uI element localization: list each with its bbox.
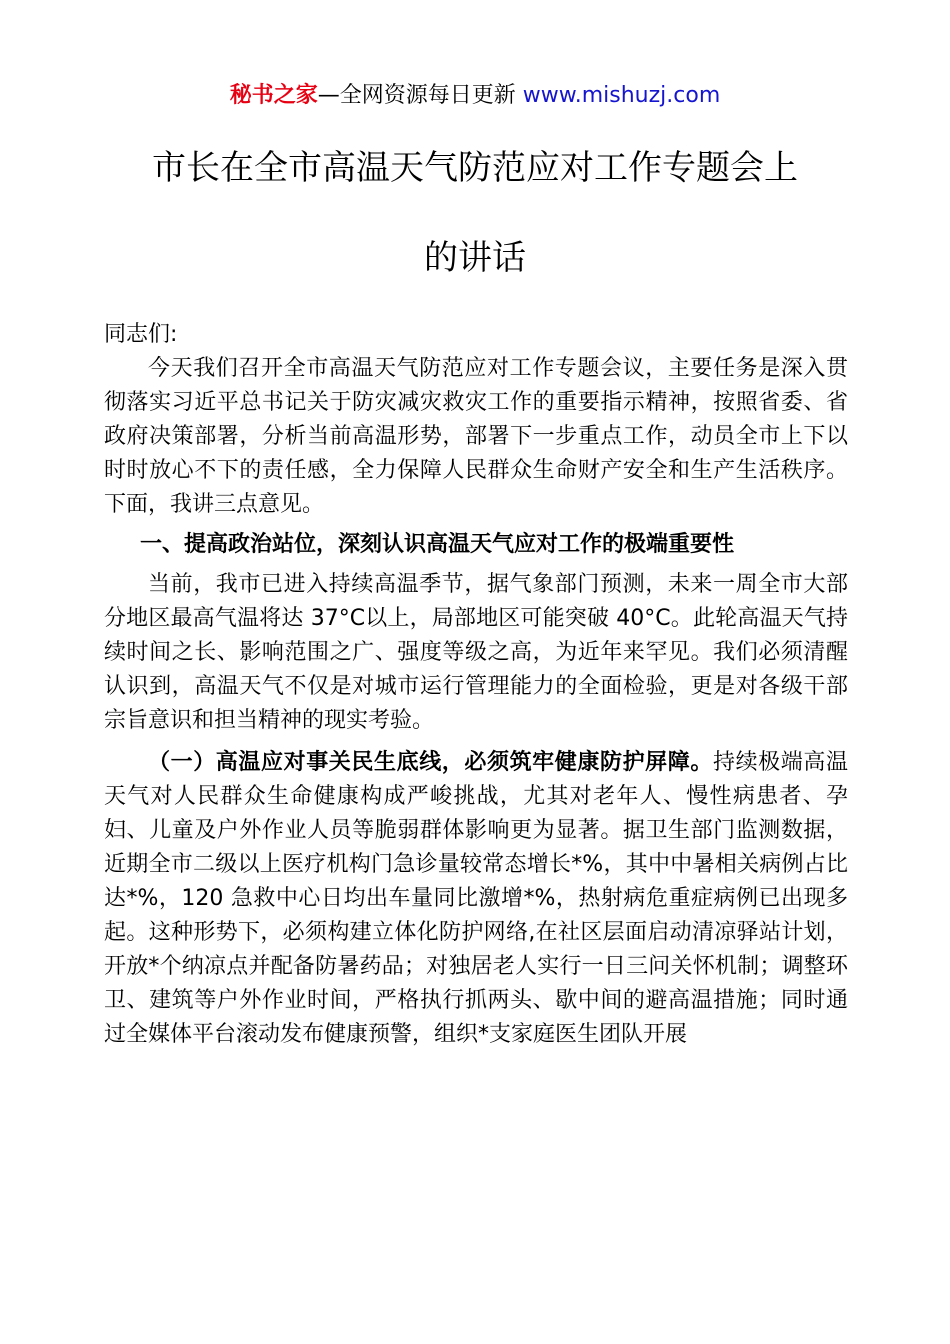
site-url-link[interactable]: www.mishuzj.com bbox=[522, 83, 721, 108]
document-body bbox=[104, 318, 848, 1052]
site-tagline: —全网资源每日更新 bbox=[317, 83, 516, 108]
section-1-heading: 一、提高政治站位，深刻认识高温天气应对工作的极端重要性 bbox=[140, 532, 735, 557]
site-brand: 秘书之家 bbox=[229, 83, 318, 108]
intro-paragraph: 今天我们召开全市高温天气防范应对工作专题会议，主要任务是深入贯彻落实习近平总书记关于防灾减灾救灾工作的重要指示精神，按照省委、省政府决策部署，分析当前高温形势，部署下一步重点工作，动员全市上下以时时放心不下的责任感，全力保障人民群众生命财产安全和生产生活秩序。下面，我讲三点意见。 bbox=[104, 356, 848, 517]
subsection-1-paragraph bbox=[104, 746, 848, 1052]
subsection-1-heading: （一）高温应对事关民生底线，必须筑牢健康防护屏障。 bbox=[148, 750, 713, 775]
section-1-paragraph: 当前，我市已进入持续高温季节，据气象部门预测，未来一周全市大部分地区最高气温将达 37°C以上，局部地区可能突破 40°C。此轮高温天气持续时间之长、影响范围之广、强度等级之高，为近年来罕见。我们必须清醒认识到，高温天气不仅是对城市运行管理能力的全面检验，更是对各级干部宗旨意识和担当精神的现实考验。 bbox=[104, 572, 848, 733]
document-title-line-1: 市长在全市高温天气防范应对工作专题会上 bbox=[152, 148, 798, 188]
document-title-line-2: 的讲话 bbox=[424, 238, 526, 278]
subsection-1-text: 持续极端高温天气对人民群众生命健康构成严峻挑战，尤其对老年人、慢性病患者、孕妇、儿童及户外作业人员等脆弱群体影响更为显著。据卫生部门监测数据，近期全市二级以上医疗机构门急诊量较常态增长*%，其中中暑相关病例占比达*%，120 急救中心日均出车量同比激增*%，热射病危重症病例已出现多起。这种形势下，必须构建立体化防护网络,在社区层面启动清凉驿站计划，开放*个纳凉点并配备防暑药品；对独居老人实行一日三问关怀机制；调整环卫、建筑等户外作业时间，严格执行抓两头、歇中间的避高温措施；同时通过全媒体平台滚动发布健康预警，组织*支家庭医生团队开展 bbox=[104, 750, 848, 1047]
salutation: 同志们: bbox=[104, 322, 178, 347]
site-header bbox=[0, 80, 950, 112]
